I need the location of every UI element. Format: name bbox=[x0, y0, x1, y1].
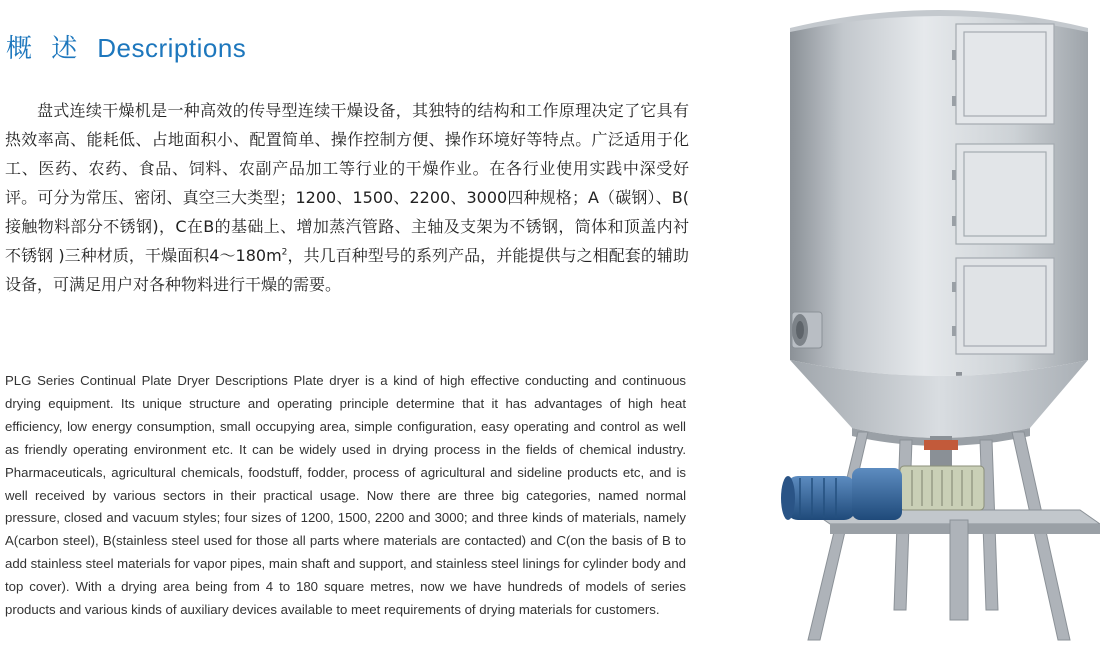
intro-english-paragraph: PLG Series Continual Plate Dryer Descriptions Plate dryer is a kind of high effective conducting and continuous drying equipment. Its unique structure and operating principle determine that it has advantages of high heat efficiency, low energy consumption, small occupying area, simple configuration, easy operating and control as well as friendly operating environment etc. It can be widely used in drying process in the fields of chemical industry. Pharmaceuticals, agricultural chemicals, foodstuff, fodder, process of agricultural and sideline products etc, and is well received by various sectors in their practical usage. Now there are three big categories, named normal pressure, closed and vacuum styles; four sizes of 1200, 1500, 2200 and 3000; and three kinds of materials, namely A(carbon steel), B(stainless steel used for those all parts where materials are contacted) and C(on the basis of B to add stainless steel materials for vapor pipes, main shaft and support, and stainless steel linings for cylinder body and top cover). With a drying area being from 4 to 180 square metres, now we have hundreds of models of series products and various kinds of auxiliary devices available to meet requirements of drying materials for customers. bbox=[5, 373, 686, 618]
door-panels bbox=[956, 24, 1054, 354]
plate-dryer-illustration bbox=[780, 0, 1100, 650]
side-nozzle bbox=[792, 312, 822, 348]
superscript-two: 2 bbox=[281, 247, 288, 258]
plate-dryer-image bbox=[780, 0, 1100, 650]
drive-motor bbox=[781, 468, 902, 520]
intro-chinese-text: 盘式连续干燥机是一种高效的传导型连续干燥设备，其独特的结构和工作原理决定了它具有热效率高、能耗低、占地面积小、配置简单、操作控制方便、操作环境好等特点。广泛适用于化工、医药、农药、食品、饲料、农副产品加工等行业的干燥作业。在各行业使用实践中深受好评。可分为常压、密闭、真空三大类型；1200、1500、2200、3000四种规格；A（碳钢）、B( 接触物料部分不锈钢)，C在B的基础上、增加蒸汽管路、主轴及支架为不锈钢，筒体和顶盖内衬不锈钢 )三种材质，干燥面积4～180m bbox=[5, 101, 689, 265]
heading-english: Descriptions bbox=[97, 33, 247, 63]
heading-chinese: 概 述 bbox=[6, 33, 84, 63]
intro-chinese-text-end: ，共几百种型号的系列产品，并能提供与之相配套的辅助设备，可满足用户对各种物料进行干燥的需要。 bbox=[5, 246, 689, 294]
gearbox bbox=[900, 466, 984, 510]
page-heading bbox=[6, 28, 246, 65]
intro-chinese-paragraph bbox=[5, 96, 689, 299]
